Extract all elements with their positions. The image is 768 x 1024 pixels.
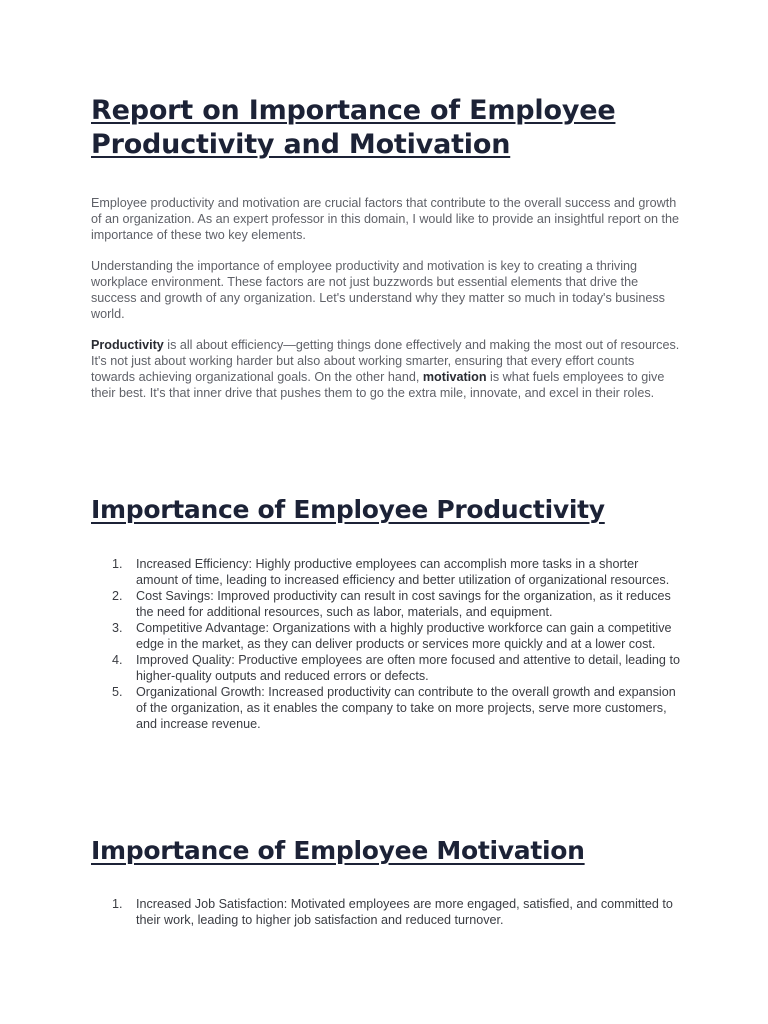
list-item-text: Cost Savings: Improved productivity can result in cost savings for the organization, as it reduces the need for additional resources, such as labor, materials, and equipment. bbox=[136, 589, 671, 619]
paragraph-3-part-1: is all about efficiency—getting things done effectively and making the most out of resources. It's not just about working harder but also about working smarter, ensuring that every effort counts towards achieving organizational goals. On the other hand, bbox=[91, 338, 680, 384]
list-item-text: Improved Quality: Productive employees are often more focused and attentive to detail, leading to higher-quality outputs and reduced errors or defects. bbox=[136, 653, 680, 683]
list-item-text: Increased Job Satisfaction: Motivated employees are more engaged, satisfied, and committed to their work, leading to higher job satisfaction and reduced turnover. bbox=[136, 897, 673, 927]
list-item-number: 5. bbox=[112, 685, 123, 699]
motivation-heading: Importance of Employee Motivation bbox=[91, 836, 585, 865]
intro-paragraph-2: Understanding the importance of employee productivity and motivation is key to creating a thriving workplace environment. These factors are not just buzzwords but essential elements that drive the success and growth of any organization. Let's understand why they matter so much in today's business world. bbox=[91, 259, 665, 321]
list-item bbox=[91, 684, 681, 732]
list-item-number: 2. bbox=[112, 589, 123, 603]
document-title: Report on Importance of Employee Productivity and Motivation bbox=[91, 95, 616, 160]
list-item-number: 1. bbox=[112, 557, 123, 571]
list-item-number: 3. bbox=[112, 621, 123, 635]
productivity-term: Productivity bbox=[91, 338, 164, 352]
list-item-text: Organizational Growth: Increased productivity can contribute to the overall growth and expansion of the organization, as it enables the company to take on more projects, serve more customers, and increase revenue. bbox=[136, 685, 676, 731]
list-item bbox=[91, 652, 681, 684]
productivity-heading: Importance of Employee Productivity bbox=[91, 495, 605, 524]
list-item bbox=[91, 896, 681, 928]
intro-paragraph-1: Employee productivity and motivation are crucial factors that contribute to the overall success and growth of an organization. As an expert professor in this domain, I would like to provide an insightful report on the importance of these two key elements. bbox=[91, 196, 680, 242]
list-item bbox=[91, 588, 681, 620]
list-item-text: Increased Efficiency: Highly productive employees can accomplish more tasks in a shorter amount of time, leading to increased efficiency and better utilization of organizational resources. bbox=[136, 557, 670, 587]
motivation-list bbox=[91, 896, 681, 928]
motivation-term: motivation bbox=[422, 370, 487, 384]
list-item bbox=[91, 556, 681, 588]
paragraph-3-part-2: is what fuels employees to give their best. It's that inner drive that pushes them to go the extra mile, innovate, and excel in their roles. bbox=[91, 370, 665, 400]
intro-paragraph-3 bbox=[91, 337, 681, 401]
list-item-number: 4. bbox=[112, 653, 123, 667]
list-item-text: Competitive Advantage: Organizations with a highly productive workforce can gain a competitive edge in the market, as they can deliver products or services more quickly and at a lower cost. bbox=[136, 621, 672, 651]
productivity-list bbox=[91, 556, 681, 732]
list-item-number: 1. bbox=[112, 897, 123, 911]
list-item bbox=[91, 620, 681, 652]
